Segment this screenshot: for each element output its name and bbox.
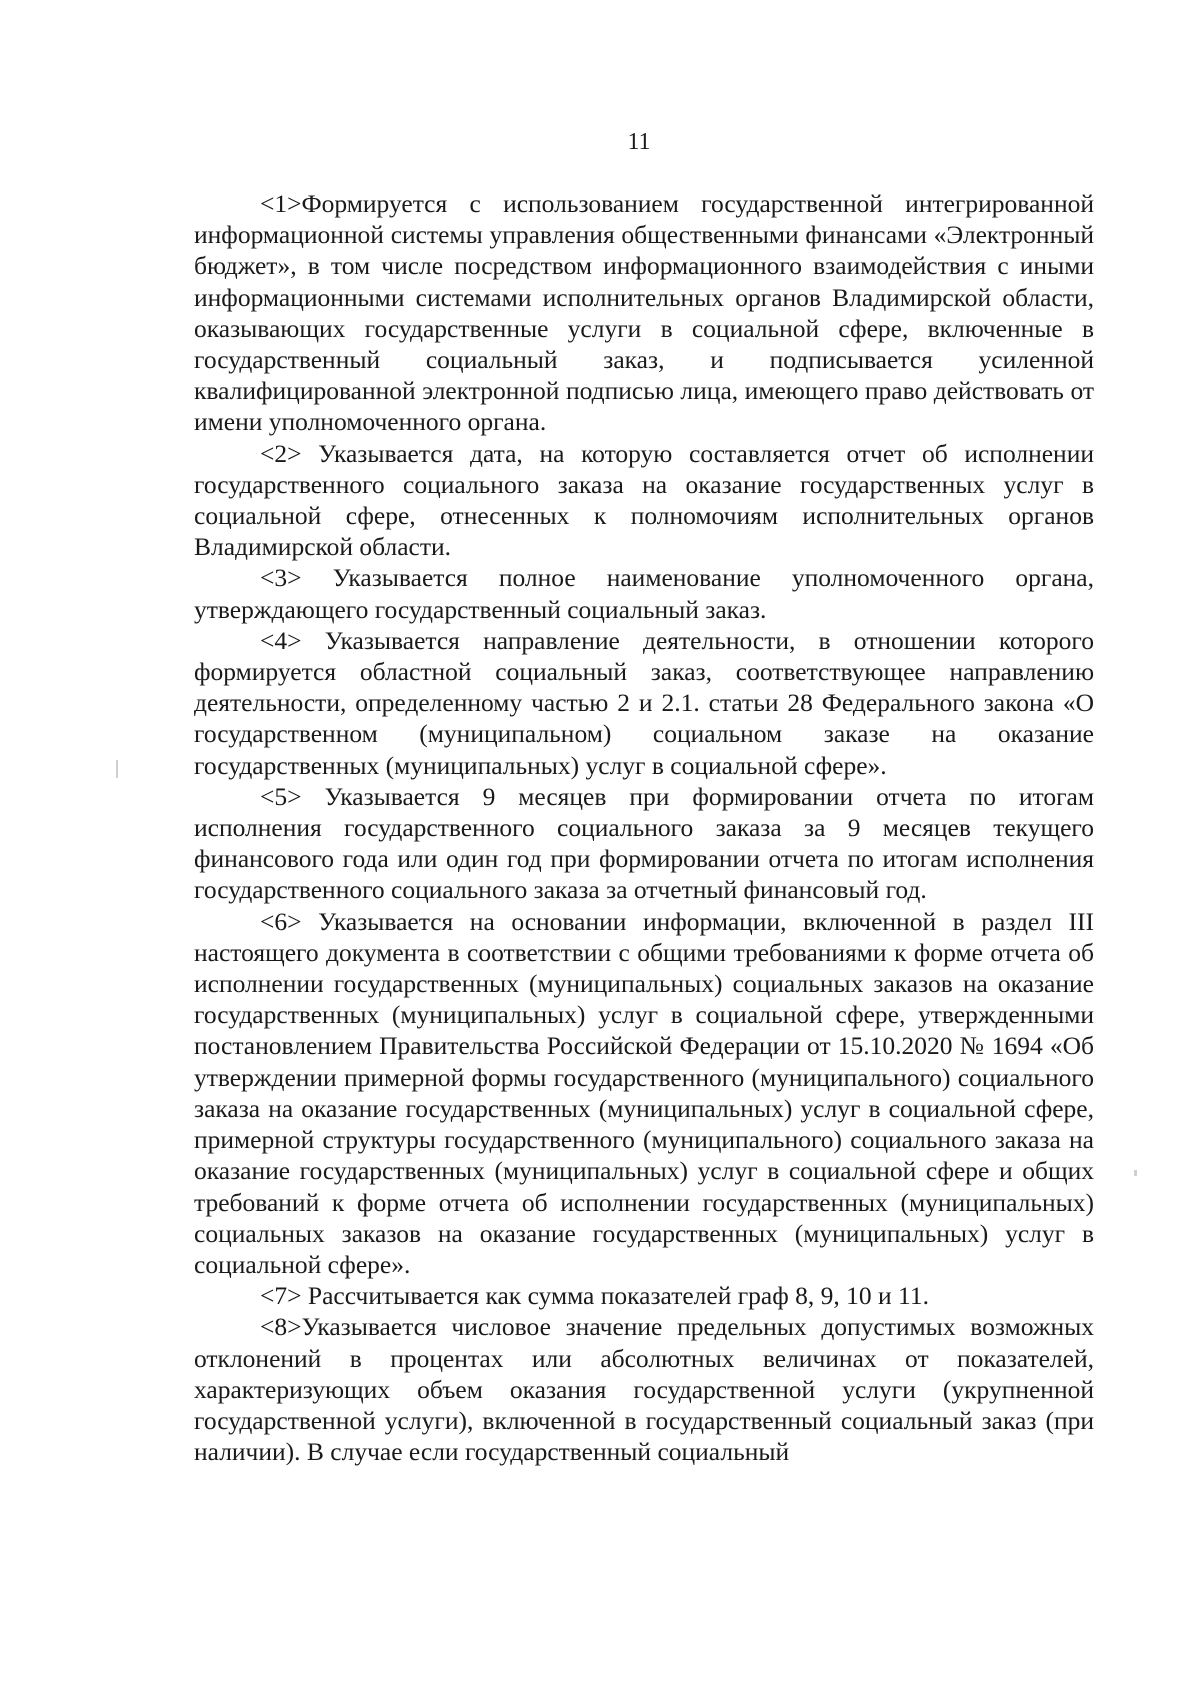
footnote-3: <3> Указывается полное наименование уполномоченного органа, утверждающего государственный социальный заказ. (194, 563, 1094, 624)
page-number: 11 (627, 129, 651, 155)
scan-artifact (116, 760, 118, 778)
footnote-6: <6> Указывается на основании информации, включенной в раздел III настоящего документа в соответствии с общими требованиями к форме отчета об исполнении государственных (муниципальных) социальных заказов на оказание государственных (муниципальных) услуг в социальной сфере, утвержденными постановлением Правительства Российской Федерации от 15.10.2020 № 1694 «Об утверждении примерной формы государственного (муниципального) социального заказа на оказание государственных (муниципальных) услуг в социальной сфере, примерной структуры государственного (муниципального) социального заказа на оказание государственных (муниципальных) услуг в социальной сфере и общих требований к форме отчета об исполнении государственных (муниципальных) социальных заказов на оказание государственных (муниципальных) услуг в социальной сфере». (194, 906, 1094, 1279)
scan-artifact (1134, 1170, 1137, 1176)
footnote-7: <7> Рассчитывается как сумма показателей граф 8, 9, 10 и 11. (260, 1281, 929, 1311)
footnote-8: <8>Указывается числовое значение предельных допустимых возможных отклонений в процентах или абсолютных величинах от показателей, характеризующих объем оказания государственной услуги (укрупненной государственной услуги), включенной в государственный социальный заказ (при наличии). В случае если государственный социальный (194, 1312, 1094, 1467)
footnotes-section (194, 188, 1094, 1467)
footnote-4: <4> Указывается направление деятельности, в отношении которого формируется областной социальный заказ, соответствующее направлению деятельности, определенному частью 2 и 2.1. статьи 28 Федерального закона «О государственном (муниципальном) социальном заказе на оказание государственных (муниципальных) услуг в социальной сфере». (194, 625, 1094, 780)
footnote-1: <1>Формируется с использованием государственной интегрированной информационной системы управления общественными финансами «Электронный бюджет», в том числе посредством информационного взаимодействия с иными информационными системами исполнительных органов Владимирской области, оказывающих государственные услуги в социальной сфере, включенные в государственный социальный заказ, и подписывается усиленной квалифицированной электронной подписью лица, имеющего право действовать от имени уполномоченного органа. (194, 189, 1094, 437)
footnote-5: <5> Указывается 9 месяцев при формировании отчета по итогам исполнения государственного социального заказа за 9 месяцев текущего финансового года или один год при формировании отчета по итогам исполнения государственного социального заказа за отчетный финансовый год. (194, 781, 1094, 905)
footnote-2: <2> Указывается дата, на которую составляется отчет об исполнении государственного социального заказа на оказание государственных услуг в социальной сфере, отнесенных к полномочиям исполнительных органов Владимирской области. (194, 438, 1094, 562)
